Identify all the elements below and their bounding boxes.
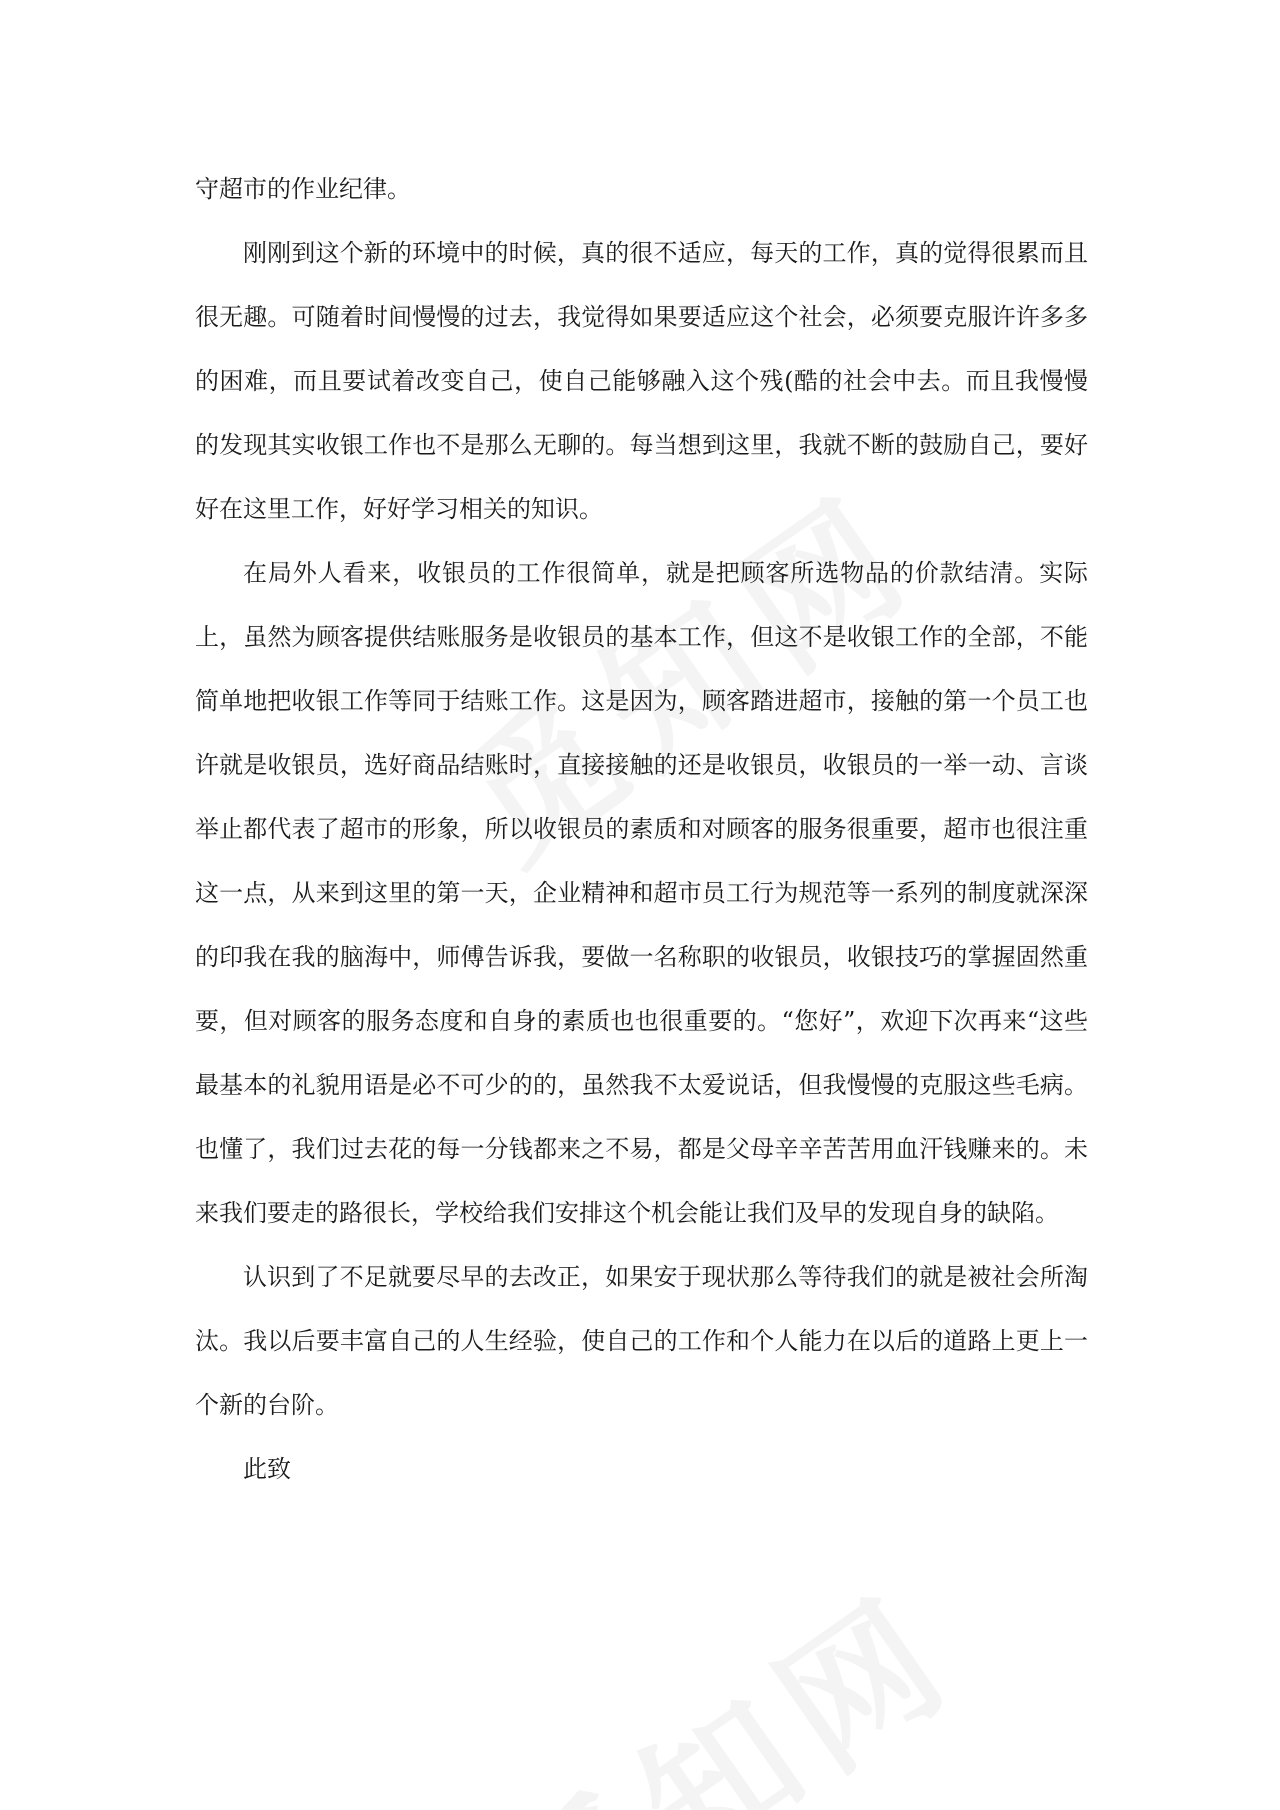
closing-salutation: 此致: [243, 1455, 291, 1483]
paragraph: 在局外人看来，收银员的工作很简单，就是把顾客所选物品的价款结清。实际上，虽然为顾客提供结账服务是收银员的基本工作，但这不是收银工作的全部，不能简单地把收银工作等同于结账工作。这是因为，顾客踏进超市，接触的第一个员工也许就是收银员，选好商品结账时，直接接触的还是收银员，收银员的一举一动、言谈举止都代表了超市的形象，所以收银员的素质和对顾客的服务很重要，超市也很注重这一点，从来到这里的第一天，企业精神和超市员工行为规范等一系列的制度就深深的印我在我的脑海中，师傅告诉我，要做一名称职的收银员，收银技巧的掌握固然重要，但对顾客的服务态度和自身的素质也也很重要的。“您好”，欢迎下次再来“这些最基本的礼貌用语是必不可少的的，虽然我不太爱说话，但我慢慢的克服这些毛病。也懂了，我们过去花的每一分钱都来之不易，都是父母辛辛苦苦用血汗钱赚来的。未来我们要走的路很长，学校给我们安排这个机会能让我们及早的发现自身的缺陷。: [195, 559, 1088, 1227]
paragraph-continuation: 守超市的作业纪律。: [195, 175, 411, 203]
paragraph: 刚刚到这个新的环境中的时候，真的很不适应，每天的工作，真的觉得很累而且很无趣。可随着时间慢慢的过去，我觉得如果要适应这个社会，必须要克服许许多多的困难，而且要试着改变自己，使自己能够融入这个残(酷的社会中去。而且我慢慢的发现其实收银工作也不是那么无聊的。每当想到这里，我就不断的鼓励自己，要好好在这里工作，好好学习相关的知识。: [195, 239, 1088, 523]
watermark: [454, 1535, 991, 1810]
paragraph: 认识到了不足就要尽早的去改正，如果安于现状那么等待我们的就是被社会所淘汰。我以后要丰富自己的人生经验，使自己的工作和个人能力在以后的道路上更上一个新的台阶。: [195, 1263, 1088, 1419]
document-body: [195, 157, 1088, 1501]
